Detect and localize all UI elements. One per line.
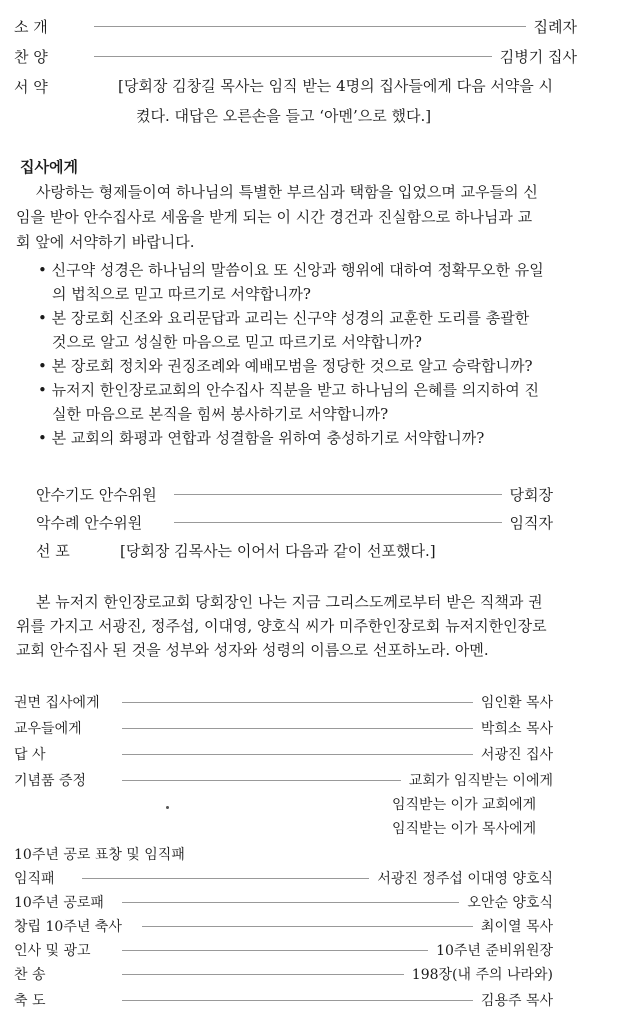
leader-line: [122, 754, 473, 755]
vow-item: [36, 426, 484, 451]
program-row-proclaim: [36, 538, 436, 562]
leader-line: [122, 702, 473, 703]
program-label: 권면 집사에게: [14, 695, 100, 711]
vow-note-line2: 켰다. 대답은 오른손을 들고 ‘아멘’으로 했다.]: [136, 107, 432, 125]
bullet-dot: •: [38, 429, 52, 447]
program-value: 198장(내 주의 나라와): [411, 967, 553, 983]
program-row-anniversary: [14, 914, 553, 938]
program-label: 소 개: [14, 17, 48, 36]
program-label: 축 도: [14, 993, 46, 1009]
award-heading: [14, 842, 185, 866]
program-value: 서광진 집사: [480, 747, 553, 763]
speck-mark: [166, 806, 169, 809]
vow-item: [36, 306, 529, 331]
program-value: 오안순 양호식: [467, 895, 553, 911]
program-row-merit: [14, 890, 553, 914]
program-label: 찬 양: [14, 47, 48, 66]
program-value: 임직받는 이가 교회에게: [392, 797, 537, 813]
intro-line: 임을 받아 안수집사로 세움을 받게 되는 이 시간 경건과 진실함으로 하나님과 교: [16, 208, 533, 226]
vow-note-line1: [당회장 김창길 목사는 임직 받는 4명의 집사들에게 다음 서약을 시: [118, 77, 554, 95]
program-value: 집례자: [533, 17, 577, 36]
program-row-plaque: [14, 866, 553, 890]
program-row-vow: [14, 74, 110, 98]
vow-text: 본 장로회 신조와 요리문답과 교리는 신구약 성경의 교훈한 도리를 총괄한: [51, 309, 530, 327]
program-row-handshake: [36, 510, 553, 534]
program-label: 교우들에게: [14, 721, 82, 737]
program-value: 김병기 집사: [499, 47, 577, 66]
program-row-greeting: [14, 938, 553, 962]
program-value: 임인환 목사: [480, 695, 553, 711]
leader-line: [94, 56, 492, 57]
program-label: 임직패: [14, 871, 55, 887]
gift-extra-line: [392, 792, 536, 816]
leader-line: [122, 974, 404, 975]
vow-text-cont: 실한 마음으로 본직을 힘써 봉사하기로 서약합니까?: [52, 405, 389, 423]
program-row-benediction: [14, 988, 553, 1012]
program-value: 교회가 임직받는 이에게: [408, 773, 553, 789]
vow-item: [36, 258, 544, 283]
vow-text-cont: 의 법칙으로 믿고 따르기로 서약합니까?: [52, 285, 311, 303]
program-row-laying-hands: [36, 482, 553, 506]
program-value: 박희소 목사: [480, 721, 553, 737]
program-label: 창립 10주년 축사: [14, 919, 122, 935]
leader-line: [122, 1000, 473, 1001]
intro-line: 사랑하는 형제들이여 하나님의 특별한 부르심과 택함을 입었으며 교우들의 신: [36, 183, 538, 201]
program-row-gift: [14, 768, 553, 792]
program-value: 김용주 목사: [480, 993, 553, 1009]
program-value: 임직받는 이가 목사에게: [392, 821, 537, 837]
vow-text: 뉴저지 한인장로교회의 안수집사 직분을 받고 하나님의 은혜를 의지하여 진: [51, 381, 539, 399]
proclamation-line: 위를 가지고 서광진, 정주섭, 이대영, 양호식 씨가 미주한인장로회 뉴저지한인장로: [16, 617, 547, 635]
program-label: 서 약: [14, 77, 48, 96]
proclamation-line: 본 뉴저지 한인장로교회 당회장인 나는 지금 그리스도께로부터 받은 직책과 권: [36, 593, 543, 611]
proclamation-line: 교회 안수집사 된 것을 성부와 성자와 성령의 이름으로 선포하노라. 아멘.: [16, 641, 489, 659]
program-label: 선 포: [36, 541, 70, 560]
program-value: 서광진 정주섭 이대영 양호식: [377, 871, 553, 887]
leader-line: [142, 926, 473, 927]
vow-item: [36, 354, 533, 379]
program-label: 찬 송: [14, 967, 46, 983]
vow-text: 본 장로회 정치와 권징조례와 예배모범을 정당한 것으로 알고 승락합니까?: [51, 357, 533, 375]
program-row-exhort-deacons: [14, 690, 553, 714]
bullet-dot: •: [38, 261, 52, 279]
program-label: 기념품 증정: [14, 773, 87, 789]
vow-text: 신구약 성경은 하나님의 말씀이요 또 신앙과 행위에 대하여 정확무오한 유일: [51, 261, 544, 279]
program-label: 인사 및 광고: [14, 943, 91, 959]
leader-line: [122, 902, 459, 903]
program-label: 안수기도 안수위원: [36, 485, 157, 504]
proclaim-note: [당회장 김목사는 이어서 다음과 같이 선포했다.]: [120, 541, 436, 560]
program-label: 악수례 안수위원: [36, 513, 143, 532]
leader-line: [122, 780, 401, 781]
intro-line: 회 앞에 서약하기 바랍니다.: [16, 233, 195, 251]
leader-line: [94, 26, 526, 27]
program-label: 답 사: [14, 747, 46, 763]
program-value: 당회장: [509, 485, 553, 504]
bullet-dot: •: [38, 381, 52, 399]
leader-line: [174, 494, 502, 495]
section-heading: 집사에게: [20, 158, 78, 176]
program-row-intro: [14, 14, 577, 38]
gift-extra-line: [392, 816, 536, 840]
leader-line: [122, 728, 473, 729]
vow-item: [36, 378, 539, 403]
program-value: 최이열 목사: [480, 919, 553, 935]
program-value: 10주년 준비위원장: [436, 943, 553, 959]
program-row-response: [14, 742, 553, 766]
program-value: 임직자: [509, 513, 553, 532]
award-heading-text: 10주년 공로 표창 및 임직패: [14, 847, 185, 863]
bullet-dot: •: [38, 309, 52, 327]
program-row-exhort-members: [14, 716, 553, 740]
leader-line: [82, 878, 369, 879]
vow-text-cont: 것으로 알고 성실한 마음으로 믿고 따르기로 서약합니까?: [52, 333, 422, 351]
vow-text: 본 교회의 화평과 연합과 성결함을 위하여 충성하기로 서약합니까?: [51, 429, 485, 447]
leader-line: [122, 950, 428, 951]
program-label: 10주년 공로패: [14, 895, 104, 911]
program-row-hymn: [14, 962, 553, 986]
program-row-praise: [14, 44, 577, 68]
leader-line: [174, 522, 502, 523]
bullet-dot: •: [38, 357, 52, 375]
